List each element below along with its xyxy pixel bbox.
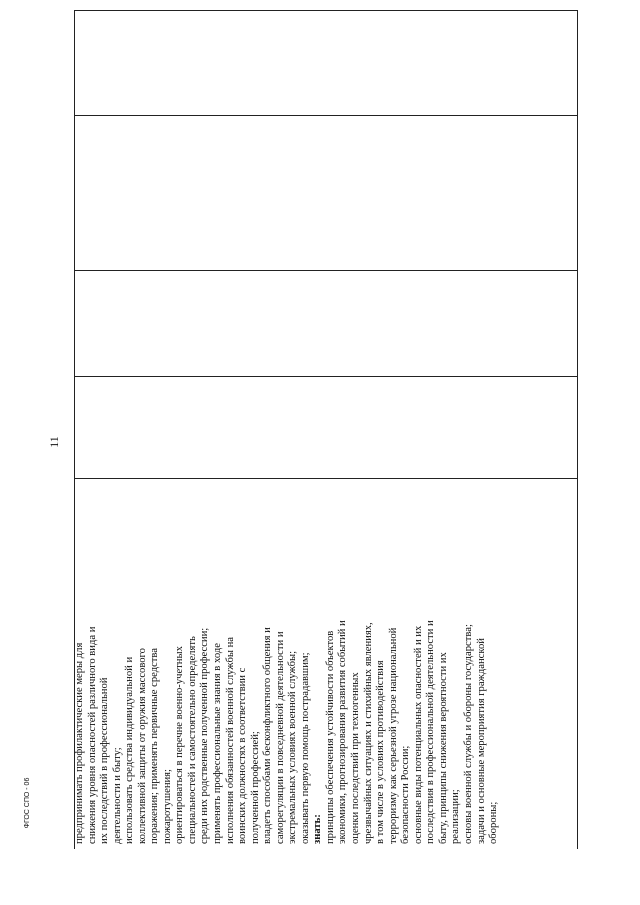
text-line: терроризму как серьезной угрозе национальной xyxy=(387,627,399,844)
text-line: владеть способами бесконфликтного общения и xyxy=(262,627,274,844)
row-divider-1 xyxy=(75,115,577,116)
row-divider-3 xyxy=(75,376,577,377)
text-line: быту, принципы снижения вероятности их xyxy=(437,652,449,844)
text-line: использовать средства индивидуальной и xyxy=(124,656,136,844)
know-heading: знать: xyxy=(312,814,324,844)
text-line: задачи и основные мероприятия гражданской xyxy=(475,638,487,844)
text-line: ориентироваться в перечне военно-учетных xyxy=(174,646,186,844)
text-line: применять профессиональные знания в ходе xyxy=(212,643,224,844)
text-line: полученной профессией; xyxy=(249,731,261,844)
skills-text xyxy=(74,478,501,848)
text-line: оценки последствий при техногенных xyxy=(350,672,362,844)
text-line: последствия в профессиональной деятельности и xyxy=(425,620,437,844)
content-cell xyxy=(74,478,576,848)
text-line: исполнения обязанностей военной службы на xyxy=(224,636,236,844)
text-line: чрезвычайных ситуациях и стихийных явлениях, xyxy=(362,622,374,844)
text-line: специальностей и самостоятельно определять xyxy=(186,636,198,844)
text-line: принципы обеспечения устойчивости объектов xyxy=(324,630,336,844)
page-number: 11 xyxy=(47,436,61,448)
text-line: основы военной службы и обороны государства; xyxy=(462,624,474,844)
row-divider-2 xyxy=(75,270,577,271)
text-line: коллективной защиты от оружия массового xyxy=(136,648,148,844)
text-line: в том числе в условиях противодействия xyxy=(375,660,387,844)
text-line: среди них родственные полученной профессии; xyxy=(199,627,211,844)
text-line: оказывать первую помощь пострадавшим; xyxy=(299,652,311,844)
text-line: основные виды потенциальных опасностей и их xyxy=(412,625,424,844)
text-line: воинских должностях в соответствии с xyxy=(237,667,249,844)
footer-code: ФГОС СПО - 06 xyxy=(24,777,31,829)
text-line: обороны; xyxy=(488,801,500,844)
text-line: поражения; применять первичные средства xyxy=(149,648,161,844)
text-line: саморегуляции в повседневной деятельности и xyxy=(274,631,286,844)
text-line: снижения уровня опасностей различного вида и xyxy=(86,626,98,844)
text-line: предпринимать профилактические меры для xyxy=(74,642,85,844)
text-line: пожаротушения; xyxy=(161,769,173,844)
text-line: деятельности и быту; xyxy=(111,747,123,844)
text-line: их последствий в профессиональной xyxy=(99,677,111,844)
rotated-text-container xyxy=(74,478,576,848)
text-line: экстремальных условиях военной службы; xyxy=(287,650,299,844)
text-line: экономики, прогнозирования развития событий и xyxy=(337,620,349,844)
text-line: безопасности России; xyxy=(400,745,412,844)
text-line: реализации; xyxy=(450,789,462,844)
